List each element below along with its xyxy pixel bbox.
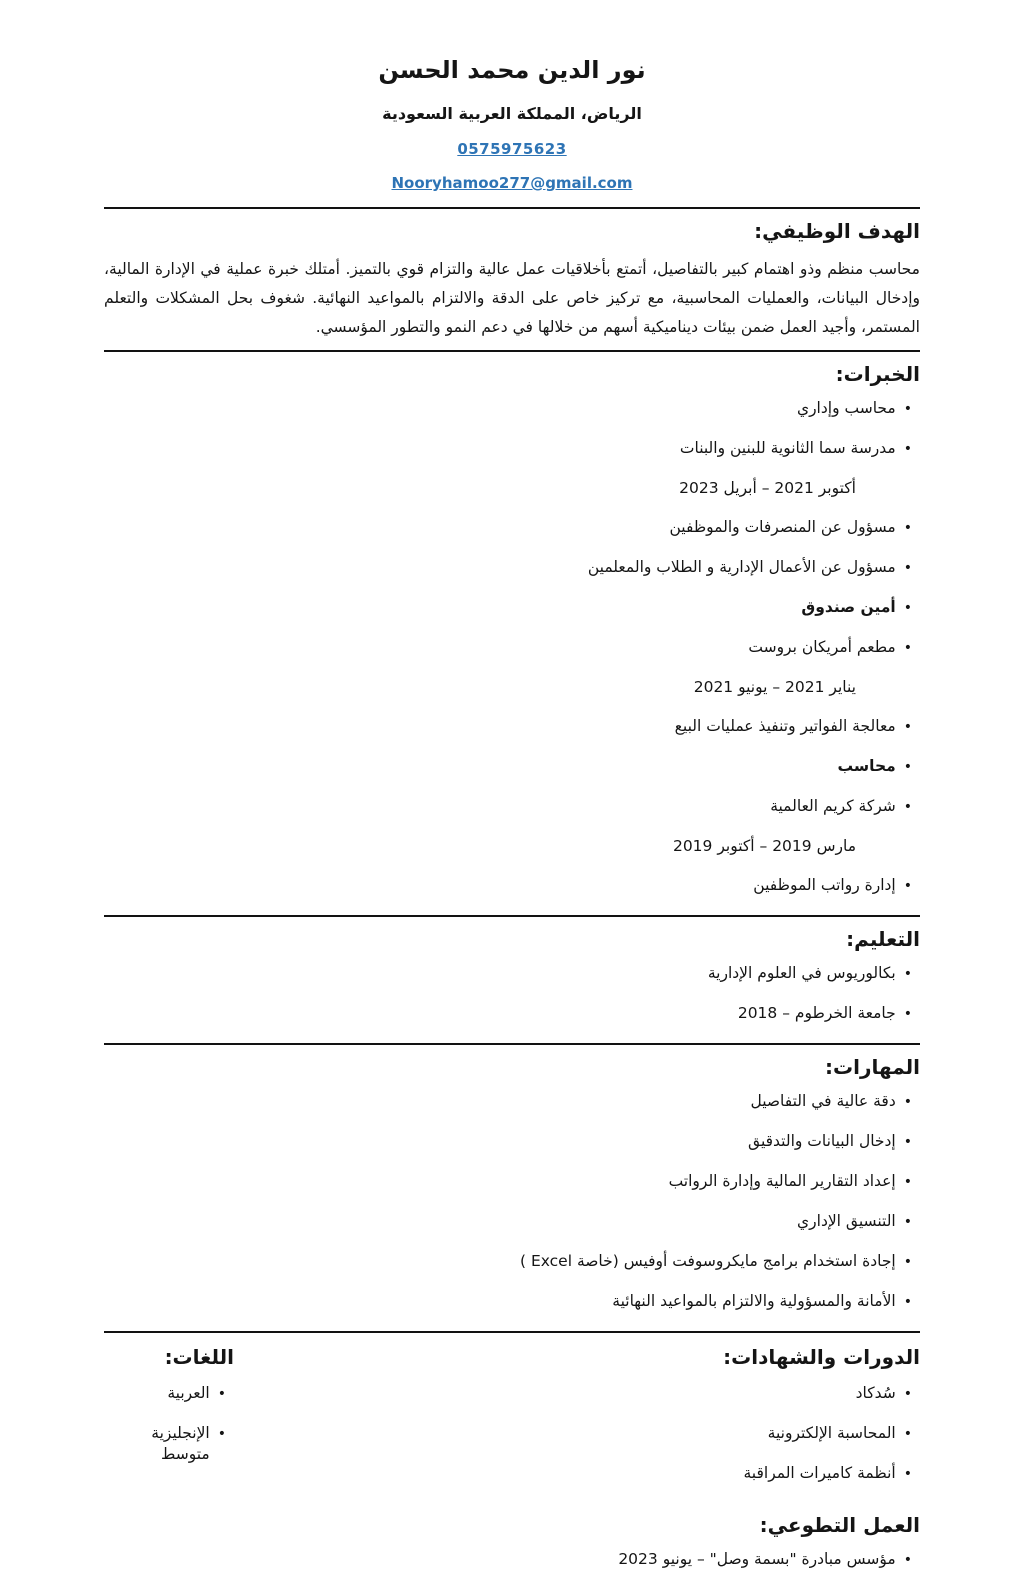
bullet-icon: • (903, 966, 912, 982)
section-divider (104, 207, 920, 209)
experience-item (104, 597, 912, 619)
experience-item (104, 677, 912, 698)
education-item (104, 1003, 912, 1025)
experience-item (104, 875, 912, 897)
education-list (104, 963, 920, 1025)
section-divider (104, 1331, 920, 1333)
experience-item-text: مدرسة سما الثانوية للبنين والبنات (679, 439, 896, 457)
candidate-location: الرياض، المملكة العربية السعودية (382, 104, 642, 123)
experience-heading: الخبرات: (835, 362, 920, 386)
certification-item (234, 1423, 912, 1445)
experience-item-text: محاسب (837, 757, 896, 775)
certification-item (234, 1383, 912, 1405)
skill-item (104, 1251, 912, 1273)
section-objective (104, 219, 920, 342)
bullet-icon: • (903, 799, 912, 815)
email-row (104, 173, 920, 192)
bullet-icon: • (903, 878, 912, 894)
certification-item-text: سُدكاد (855, 1384, 896, 1402)
skill-item-text: الأمانة والمسؤولية والالتزام بالمواعيد النهائية (612, 1292, 896, 1310)
bullet-icon: • (903, 719, 912, 735)
phone-link[interactable]: 0575975623 (457, 140, 567, 158)
certifications-list (234, 1383, 920, 1485)
skill-item (104, 1131, 912, 1153)
volunteer-heading: العمل التطوعي: (759, 1513, 920, 1537)
skill-item (104, 1171, 912, 1193)
experience-item (104, 398, 912, 420)
education-heading: التعليم: (846, 927, 920, 951)
language-item (104, 1383, 226, 1405)
experience-list (104, 398, 920, 897)
experience-item (104, 517, 912, 539)
skills-heading: المهارات: (825, 1055, 920, 1079)
experience-item (104, 637, 912, 659)
experience-item-text: يناير 2021 – يونيو 2021 (693, 678, 856, 696)
certification-item-text: المحاسبة الإلكترونية (767, 1424, 896, 1442)
skill-item (104, 1211, 912, 1233)
experience-item-text: محاسب وإداري (796, 399, 896, 417)
skill-item (104, 1291, 912, 1313)
bullet-icon: • (903, 1134, 912, 1150)
bullet-icon: • (217, 1386, 226, 1402)
bullet-icon: • (903, 600, 912, 616)
experience-item-text: أمين صندوق (801, 598, 896, 616)
bullet-icon: • (217, 1426, 226, 1442)
bullet-icon: • (903, 1294, 912, 1310)
bullet-icon: • (903, 1214, 912, 1230)
experience-item-text: معالجة الفواتير وتنفيذ عمليات البيع (674, 717, 896, 735)
bullet-icon: • (903, 759, 912, 775)
bullet-icon: • (903, 640, 912, 656)
bullet-icon: • (903, 1552, 912, 1568)
experience-item (104, 756, 912, 778)
certs-languages-band (104, 1335, 920, 1503)
experience-item (104, 836, 912, 857)
section-divider (104, 915, 920, 917)
section-experience (104, 362, 920, 897)
language-item-text: العربية (167, 1384, 210, 1402)
certification-item (234, 1463, 912, 1485)
section-divider (104, 350, 920, 352)
experience-item-text: مارس 2019 – أكتوبر 2019 (672, 837, 856, 855)
bullet-icon: • (903, 1426, 912, 1442)
section-volunteer (104, 1513, 920, 1571)
bullet-icon: • (903, 401, 912, 417)
volunteer-list (104, 1549, 920, 1571)
experience-item (104, 438, 912, 460)
language-item-text: الإنجليزية متوسط (151, 1424, 210, 1463)
education-item-text: جامعة الخرطوم – 2018 (737, 1004, 896, 1022)
bullet-icon: • (903, 1174, 912, 1190)
volunteer-item-text: مؤسس مبادرة "بسمة وصل" – يونيو 2023 (618, 1550, 896, 1568)
skill-item-text: إجادة استخدام برامج مايكروسوفت أوفيس (خاصة Excel ) (519, 1252, 896, 1270)
bullet-icon: • (903, 441, 912, 457)
languages-heading: اللغات: (164, 1345, 234, 1369)
education-item-text: بكالوريوس في العلوم الإدارية (707, 964, 896, 982)
experience-item (104, 557, 912, 579)
bullet-icon: • (903, 520, 912, 536)
objective-text: محاسب منظم وذو اهتمام كبير بالتفاصيل، أتمتع بأخلاقيات عمل عالية والتزام قوي بالتميز. أمتلك خبرة عملية في الإدارة المالية، وإدخال البيانات، والعمليات المحاسبية، مع تركيز خاص على الدقة والالتزام بالمواعيد النهائية. شغوف بحل المشكلات والتعلم المستمر، وأجيد العمل ضمن بيئات ديناميكية أسهم من خلالها في دعم النمو والتطور المؤسسي. (104, 260, 920, 336)
bullet-icon: • (903, 1386, 912, 1402)
skills-list (104, 1091, 920, 1313)
bullet-icon: • (903, 1094, 912, 1110)
certification-item-text: أنظمة كاميرات المراقبة (743, 1464, 896, 1482)
skill-item-text: إعداد التقارير المالية وإدارة الرواتب (668, 1172, 896, 1190)
experience-item-text: إدارة رواتب الموظفين (753, 876, 896, 894)
experience-item-text: شركة كريم العالمية (770, 797, 896, 815)
phone-row (104, 139, 920, 158)
email-link[interactable]: Nooryhamoo277@gmail.com (391, 174, 633, 192)
experience-item-text: مطعم أمريكان بروست (748, 638, 896, 656)
cv-header (104, 56, 920, 192)
bullet-icon: • (903, 1466, 912, 1482)
objective-heading: الهدف الوظيفي: (754, 219, 920, 243)
skill-item-text: التنسيق الإداري (797, 1212, 896, 1230)
bullet-icon: • (903, 1254, 912, 1270)
experience-item (104, 716, 912, 738)
section-education (104, 927, 920, 1025)
education-item (104, 963, 912, 985)
experience-item (104, 478, 912, 499)
section-certifications (234, 1335, 920, 1503)
section-divider (104, 1043, 920, 1045)
candidate-name: نور الدين محمد الحسن (378, 56, 646, 84)
language-item (104, 1423, 226, 1465)
skill-item-text: دقة عالية في التفاصيل (750, 1092, 896, 1110)
certifications-heading: الدورات والشهادات: (723, 1345, 920, 1369)
section-languages (104, 1335, 234, 1483)
languages-list (104, 1383, 234, 1465)
skill-item (104, 1091, 912, 1113)
experience-item-text: أكتوبر 2021 – أبريل 2023 (679, 479, 856, 497)
bullet-icon: • (903, 1006, 912, 1022)
experience-item (104, 796, 912, 818)
experience-item-text: مسؤول عن الأعمال الإدارية و الطلاب والمعلمين (587, 558, 896, 576)
section-skills (104, 1055, 920, 1313)
experience-item-text: مسؤول عن المنصرفات والموظفين (669, 518, 896, 536)
skill-item-text: إدخال البيانات والتدقيق (748, 1132, 896, 1150)
volunteer-item (104, 1549, 912, 1571)
bullet-icon: • (903, 560, 912, 576)
